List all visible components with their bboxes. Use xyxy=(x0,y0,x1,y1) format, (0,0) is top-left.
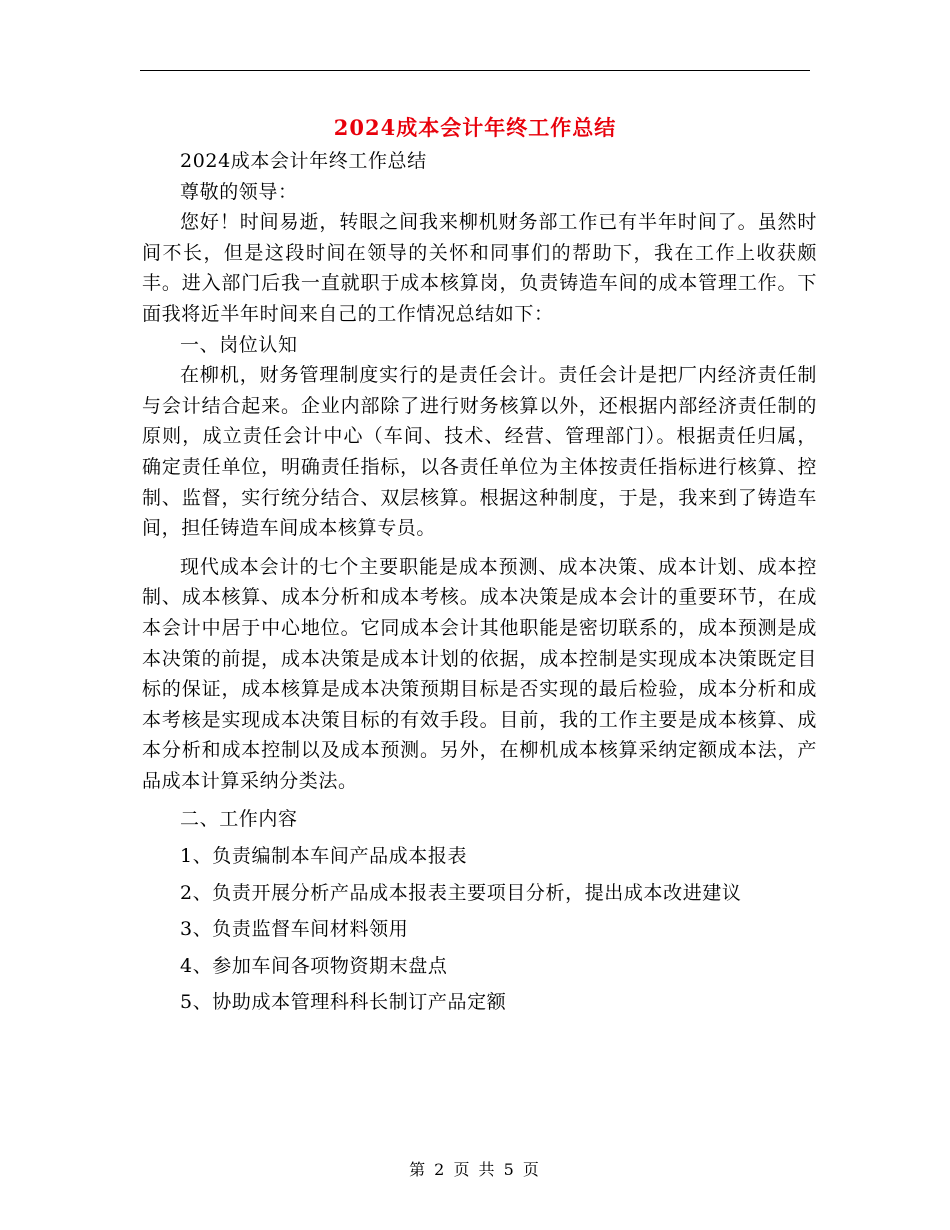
section-heading-2: 二、工作内容 xyxy=(180,808,298,831)
list-item: 5、协助成本管理科科长制订产品定额 xyxy=(180,991,507,1014)
list-item: 1、负责编制本车间产品成本报表 xyxy=(180,845,468,868)
paragraph-intro: 您好！时间易逝，转眼之间我来柳机财务部工作已有半年时间了。虽然时间不长，但是这段时间在领导的关怀和同事们的帮助下，我在工作上收获颇丰。进入部门后我一直就职于成本核算岗，负责铸造车间的成本管理工作。下面我将近半年时间来自己的工作情况总结如下： xyxy=(142,211,817,325)
paragraph-cost-functions: 现代成本会计的七个主要职能是成本预测、成本决策、成本计划、成本控制、成本核算、成本分析和成本考核。成本决策是成本会计的重要环节，在成本会计中居于中心地位。它同成本会计其他职能是密切联系的，成本预测是成本决策的前提，成本决策是成本计划的依据，成本控制是实现成本决策既定目标的保证，成本核算是成本决策预期目标是否实现的最后检验，成本分析和成本考核是实现成本决策目标的有效手段。目前，我的工作主要是成本核算、成本分析和成本控制以及成本预测。另外，在柳机成本核算采纳定额成本法，产品成本计算采纳分类法。 xyxy=(142,555,817,792)
page-footer: 第 2 页 共 5 页 xyxy=(409,1160,541,1179)
list-item: 2、负责开展分析产品成本报表主要项目分析，提出成本改进建议 xyxy=(180,881,742,904)
list-item: 3、负责监督车间材料领用 xyxy=(180,918,409,941)
paragraph-responsibility-accounting: 在柳机，财务管理制度实行的是责任会计。责任会计是把厂内经济责任制与会计结合起来。企业内部除了进行财务核算以外，还根据内部经济责任制的原则，成立责任会计中心（车间、技术、经营、管理部门）。根据责任归属，确定责任单位，明确责任指标，以各责任单位为主体按责任指标进行核算、控制、监督，实行统分结合、双层核算。根据这种制度，于是，我来到了铸造车间，担任铸造车间成本核算专员。 xyxy=(142,364,817,540)
document-title: 2024成本会计年终工作总结 xyxy=(333,115,617,140)
section-heading-1: 一、岗位认知 xyxy=(180,333,298,356)
paragraph-salutation: 尊敬的领导： xyxy=(180,180,298,203)
paragraph-subtitle: 2024成本会计年终工作总结 xyxy=(180,150,427,172)
header-rule xyxy=(140,70,810,71)
document-body xyxy=(142,146,817,1018)
list-item: 4、参加车间各项物资期末盘点 xyxy=(180,954,448,977)
